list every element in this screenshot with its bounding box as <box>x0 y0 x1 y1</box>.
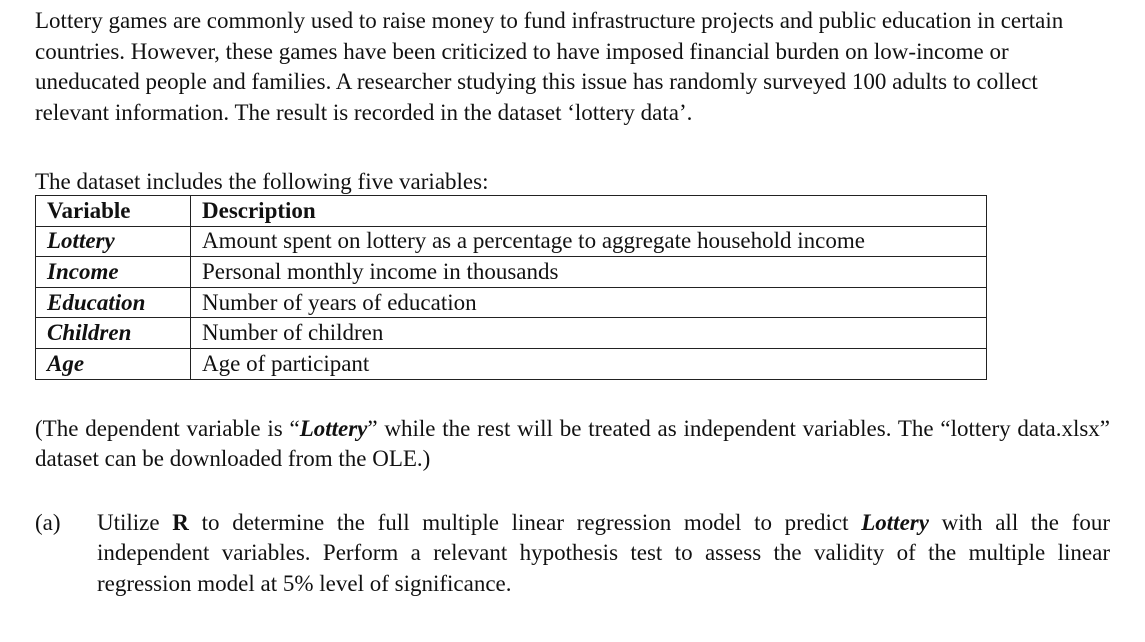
variable-description: Amount spent on lottery as a percentage to aggregate household income <box>191 226 987 257</box>
table-lead-text: The dataset includes the following five variables: <box>35 169 489 194</box>
question-target: Lottery <box>861 509 929 535</box>
table-row <box>36 287 987 318</box>
question-text-start: Utilize <box>97 509 173 535</box>
question-text-middle: to determine the full multiple linear regression model to predict <box>188 509 862 535</box>
table-row <box>36 348 987 379</box>
question-text-end: with all the four independent variables. Perform a relevant hypothesis test to assess the validity of the multiple linear regression model at 5% level of significance. <box>97 509 1111 596</box>
variable-description: Personal monthly income in thousands <box>191 257 987 288</box>
question-text <box>97 508 1110 600</box>
note-emphasis: Lottery <box>299 415 368 441</box>
variable-description: Number of years of education <box>191 287 987 318</box>
variables-table <box>35 195 987 380</box>
variable-description: Number of children <box>191 318 987 349</box>
note-text-start: (The dependent variable is “ <box>35 415 300 441</box>
intro-paragraph: Lottery games are commonly used to raise money to fund infrastructure projects and public education in certain countries. However, these games have been criticized to have imposed financial burden on low-income or uneducated people and families. A researcher studying this issue has randomly surveyed 100 adults to collect relevant information. The result is recorded in the dataset ‘lottery data’. <box>35 8 1064 125</box>
variable-description: Age of participant <box>191 348 987 379</box>
variable-name: Lottery <box>36 226 191 257</box>
note-text-end: ” while the rest will be treated as independent variables. The “lottery data.xlsx” dataset can be downloaded from the OLE.) <box>35 415 1110 472</box>
header-variable: Variable <box>36 196 191 227</box>
variable-name: Children <box>36 318 191 349</box>
variable-name: Age <box>36 348 191 379</box>
variable-name: Education <box>36 287 191 318</box>
question-label: (a) <box>35 509 61 535</box>
document-body <box>35 6 1110 599</box>
table-row <box>36 226 987 257</box>
table-header-row <box>36 196 987 227</box>
table-row <box>36 318 987 349</box>
question-tool: R <box>172 509 189 535</box>
header-description: Description <box>191 196 987 227</box>
variable-name: Income <box>36 257 191 288</box>
question-a <box>35 508 1110 600</box>
table-row <box>36 257 987 288</box>
dependent-variable-note <box>35 414 1110 475</box>
